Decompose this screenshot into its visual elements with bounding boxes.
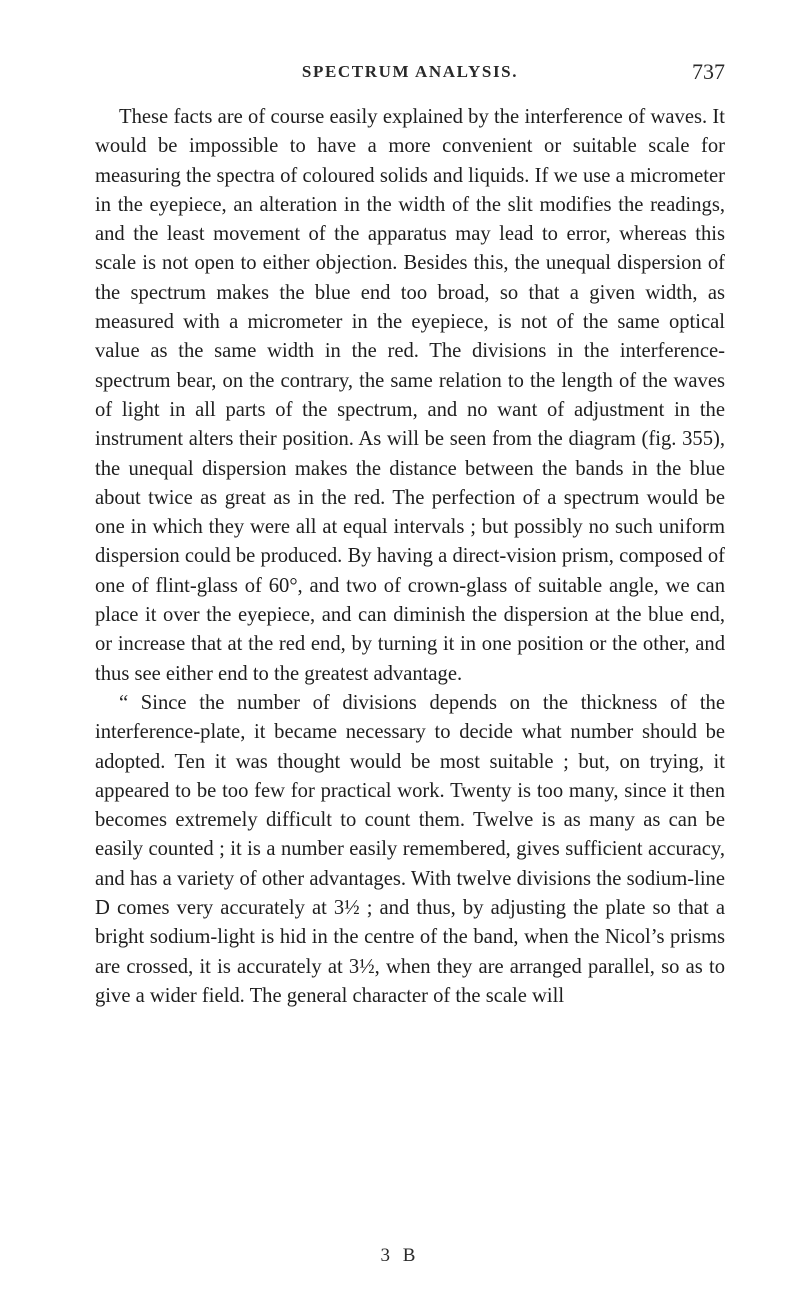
paragraph: These facts are of course easily explained by the interference of waves. It would be impossible to have a more convenient or suitable scale for measuring the spectra of coloured solids and liquids. If we use a micrometer in the eyepiece, an alteration in the width of the slit modifies the readings, and the least movement of the apparatus may lead to error, whereas this scale is not open to either objection. Besides this, the unequal dispersion of the spectrum makes the blue end too broad, so that a given width, as measured with a micrometer in the eyepiece, is not of the same optical value as the same width in the red. The divisions in the interference-spectrum bear, on the contrary, the same relation to the length of the waves of light in all parts of the spectrum, and no want of adjustment in the instrument alters their position. As will be seen from the diagram (fig. 355), the unequal dispersion makes the distance between the bands in the blue about twice as great as in the red. The perfection of a spectrum would be one in which they were all at equal intervals ; but possibly no such uniform dispersion could be produced. By having a direct-vision prism, composed of one of flint-glass of 60°, and two of crown-glass of suitable angle, we can place it over the eyepiece, and can diminish the dispersion at the blue end, or increase that at the red end, by turning it in one position or the other, and thus see either end to the greatest advantage. xyxy=(95,106,725,685)
page-number: 737 xyxy=(692,59,725,84)
running-head xyxy=(95,59,725,92)
signature-mark: 3 B xyxy=(380,1245,420,1266)
paragraph: “ Since the number of divisions depends on the thickness of the interference-plate, it became necessary to decide what number should be adopted. Ten it was thought would be most suitable ; but, on trying, it appeared to be too few for practical work. Twenty is too many, since it then becomes extremely difficult to count them. Twelve is as many as can be easily counted ; it is a number easily remembered, gives sufficient accuracy, and has a variety of other advantages. With twelve divisions the sodium-line D comes very accurately at 3½ ; and thus, by adjusting the plate so that a bright sodium-light is hid in the centre of the band, when the Nicol’s prisms are crossed, it is accurately at 3½, when they are arranged parallel, so as to give a wider field. The general character of the scale will xyxy=(95,691,725,1007)
body-text xyxy=(95,103,725,1011)
running-title: SPECTRUM ANALYSIS. xyxy=(301,62,519,81)
